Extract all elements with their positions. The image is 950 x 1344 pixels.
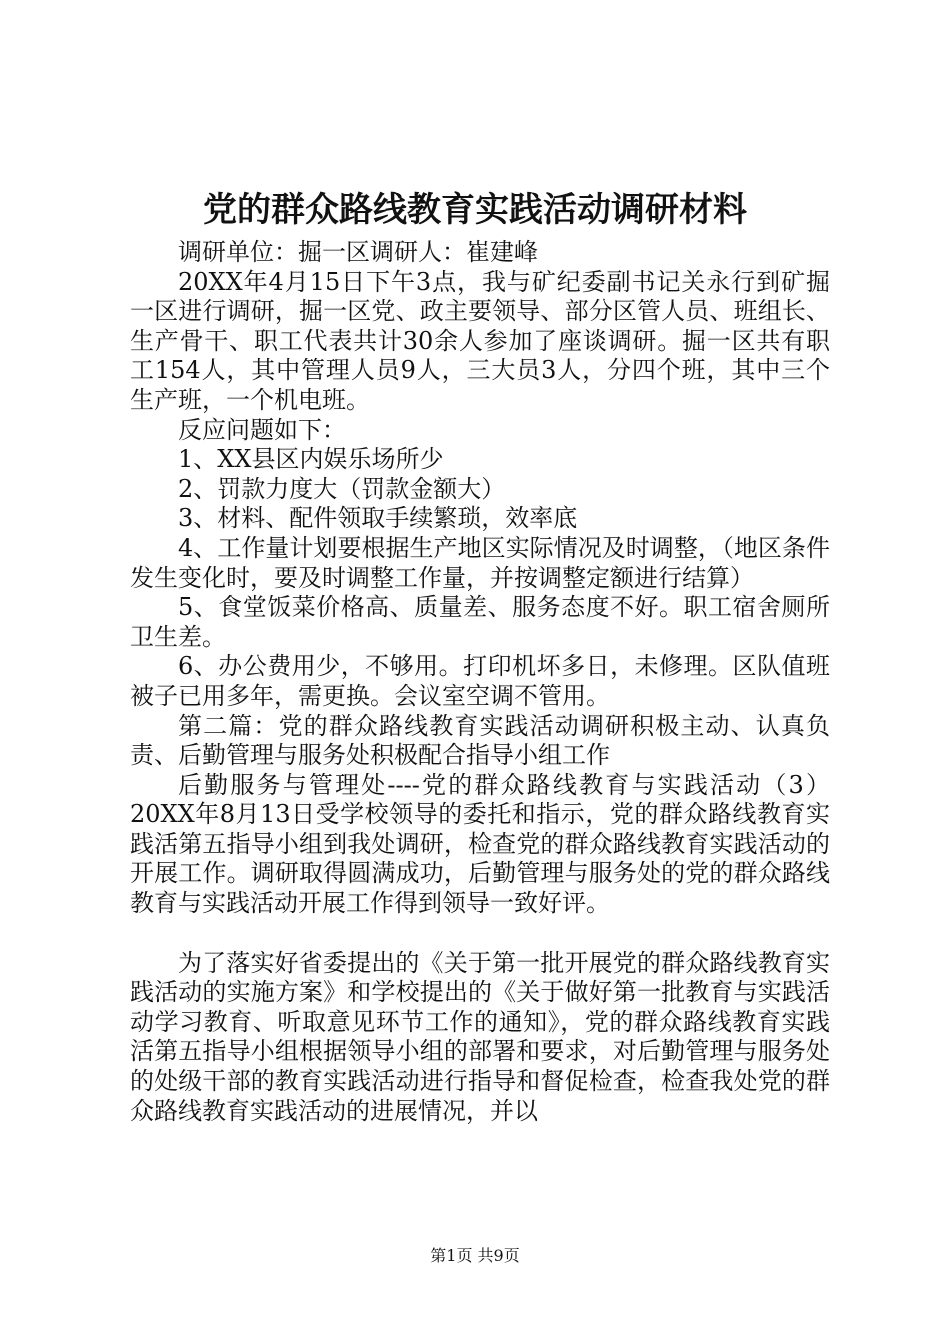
paragraph-logistics-office: 后勤服务与管理处----党的群众路线教育与实践活动（3）20XX年8月13日受学校领导的委托和指示，党的群众路线教育实践活第五指导小组到我处调研，检查党的群众路线教育实践活动的开展工作。调研取得圆满成功，后勤管理与服务处的党的群众路线教育与实践活动开展工作得到领导一致好评。: [130, 770, 830, 918]
paragraph-implementation: 为了落实好省委提出的《关于第一批开展党的群众路线教育实践活动的实施方案》和学校提出的《关于做好第一批教育与实践活动学习教育、听取意见环节工作的通知》，党的群众路线教育实践活第五指导小组根据领导小组的部署和要求，对后勤管理与服务处的处级干部的教育实践活动进行指导和督促检查，检查我处党的群众路线教育实践活动的进展情况，并以: [130, 948, 830, 1125]
paragraph-intro: 20XX年4月15日下午3点，我与矿纪委副书记关永行到矿掘一区进行调研，掘一区党、政主要领导、部分区管人员、班组长、生产骨干、职工代表共计30余人参加了座谈调研。掘一区共有职工154人，其中管理人员9人，三大员3人，分四个班，其中三个生产班，一个机电班。: [130, 267, 830, 414]
paragraph-issue-6: 6、办公费用少，不够用。打印机坏多日，未修理。区队值班被子已用多年，需更换。会议室空调不管用。: [130, 652, 830, 710]
paragraph-second-article-heading: 第二篇：党的群众路线教育实践活动调研积极主动、认真负责、后勤管理与服务处积极配合指导小组工作: [130, 711, 830, 770]
paragraph-issue-3: 3、材料、配件领取手续繁琐，效率底: [178, 504, 578, 533]
page-number-footer: 第1页 共9页: [430, 1246, 520, 1265]
paragraph-issue-2: 2、罚款力度大（罚款金额大）: [178, 474, 506, 503]
paragraph-research-unit: 调研单位：掘一区调研人：崔建峰: [178, 238, 538, 266]
document-title: 党的群众路线教育实践活动调研材料: [203, 190, 747, 230]
document-body: [130, 238, 830, 1126]
paragraph-issue-4: 4、工作量计划要根据生产地区实际情况及时调整，（地区条件发生变化时，要及时调整工作量，并按调整定额进行结算）: [130, 533, 830, 592]
paragraph-issue-5: 5、食堂饭菜价格高、质量差、服务态度不好。职工宿舍厕所卫生差。: [130, 593, 830, 651]
paragraph-issue-1: 1、XX县区内娱乐场所少: [178, 445, 444, 474]
paragraph-issues-heading: 反应问题如下：: [178, 415, 346, 444]
